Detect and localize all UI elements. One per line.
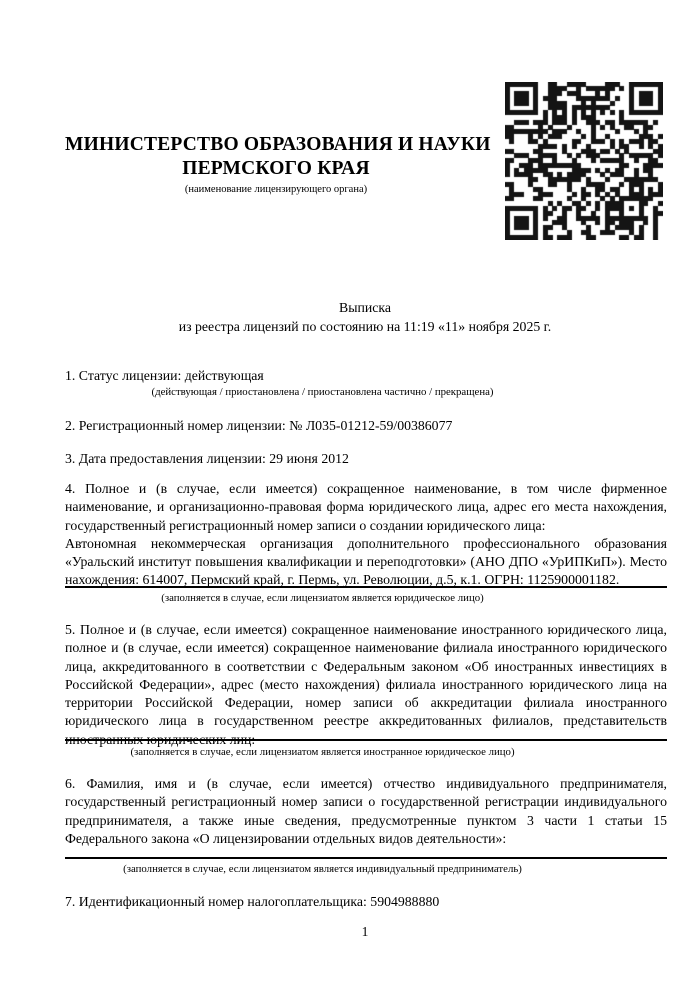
divider-line-legal-entity — [65, 586, 667, 588]
document-title-line2: из реестра лицензий по состоянию на 11:19 «11» ноября 2025 г. — [178, 318, 552, 334]
ministry-caption: (наименование лицензирующего органа) — [184, 184, 368, 195]
page-number: 1 — [361, 924, 369, 939]
divider-line-foreign-entity — [65, 739, 667, 741]
document-title — [65, 299, 665, 336]
field-legal-entity-label: 4. Полное и (в случае, если имеется) сокращенное наименование, в том числе фирменное наименование, и организационно-правовая форма юридического лица, адрес его места нахождения, государственный регистрационный номер записи о создании юридического лица: — [65, 481, 667, 533]
field-foreign-entity-caption: (заполняется в случае, если лицензиатом является иностранное юридическое лицо) — [130, 746, 515, 758]
field-legal-entity-caption: (заполняется в случае, если лицензиатом является юридическое лицо) — [161, 592, 484, 604]
field-entrepreneur: 6. Фамилия, имя и (в случае, если имеется) отчество индивидуального предпринимателя, государственный регистрационный номер записи о государственной регистрации индивидуального предпринимателя, а также иные сведения, предусмотренные пунктом 3 части 1 статьи 15 Федерального закона «О лицензировании отдельных видов деятельности»: — [65, 776, 667, 846]
field-grant-date: 3. Дата предоставления лицензии: 29 июня 2012 — [65, 451, 349, 466]
field-taxpayer-id: 7. Идентификационный номер налогоплательщика: 5904988880 — [65, 894, 440, 909]
ministry-name-line2: ПЕРМСКОГО КРАЯ — [182, 158, 370, 179]
field-license-status: 1. Статус лицензии: действующая — [65, 368, 264, 383]
qr-code — [505, 82, 663, 240]
field-license-status-caption: (действующая / приостановлена / приостановлена частично / прекращена) — [151, 386, 494, 398]
ministry-name-line1: МИНИСТЕРСТВО ОБРАЗОВАНИЯ И НАУКИ — [65, 134, 491, 155]
divider-line-entrepreneur — [65, 857, 667, 859]
field-entrepreneur-caption: (заполняется в случае, если лицензиатом является индивидуальный предприниматель) — [123, 863, 522, 875]
issuing-authority-header — [65, 133, 491, 197]
field-legal-entity-value: Автономная некоммерческая организация дополнительного профессионального образования «Уральский институт повышения квалификации и переподготовки» (АНО ДПО «УрИПКиП»). Место нахождения: 614007, Пермский край, г. Пермь, ул. Революции, д.5, к.1. ОГРН: 1125900001182. — [65, 535, 667, 588]
field-registration-number: 2. Регистрационный номер лицензии: № Л035-01212-59/00386077 — [65, 418, 453, 433]
field-legal-entity — [65, 480, 667, 590]
document-title-line1: Выписка — [339, 300, 391, 315]
field-foreign-entity: 5. Полное и (в случае, если имеется) сокращенное наименование иностранного юридического лица, полное и (в случае, если имеется) сокращенное наименование филиала иностранного юридического лица, аккредитованного в соответствии с Федеральным законом «Об иностранных инвестициях в Российской Федерации», адрес (место нахождения) филиала иностранного юридического лица на территории Российской Федерации, номер записи об аккредитации филиала иностранного юридического лица в государственном реестре аккредитованных филиалов, представительств иностранных юридических лиц: — [65, 622, 667, 747]
